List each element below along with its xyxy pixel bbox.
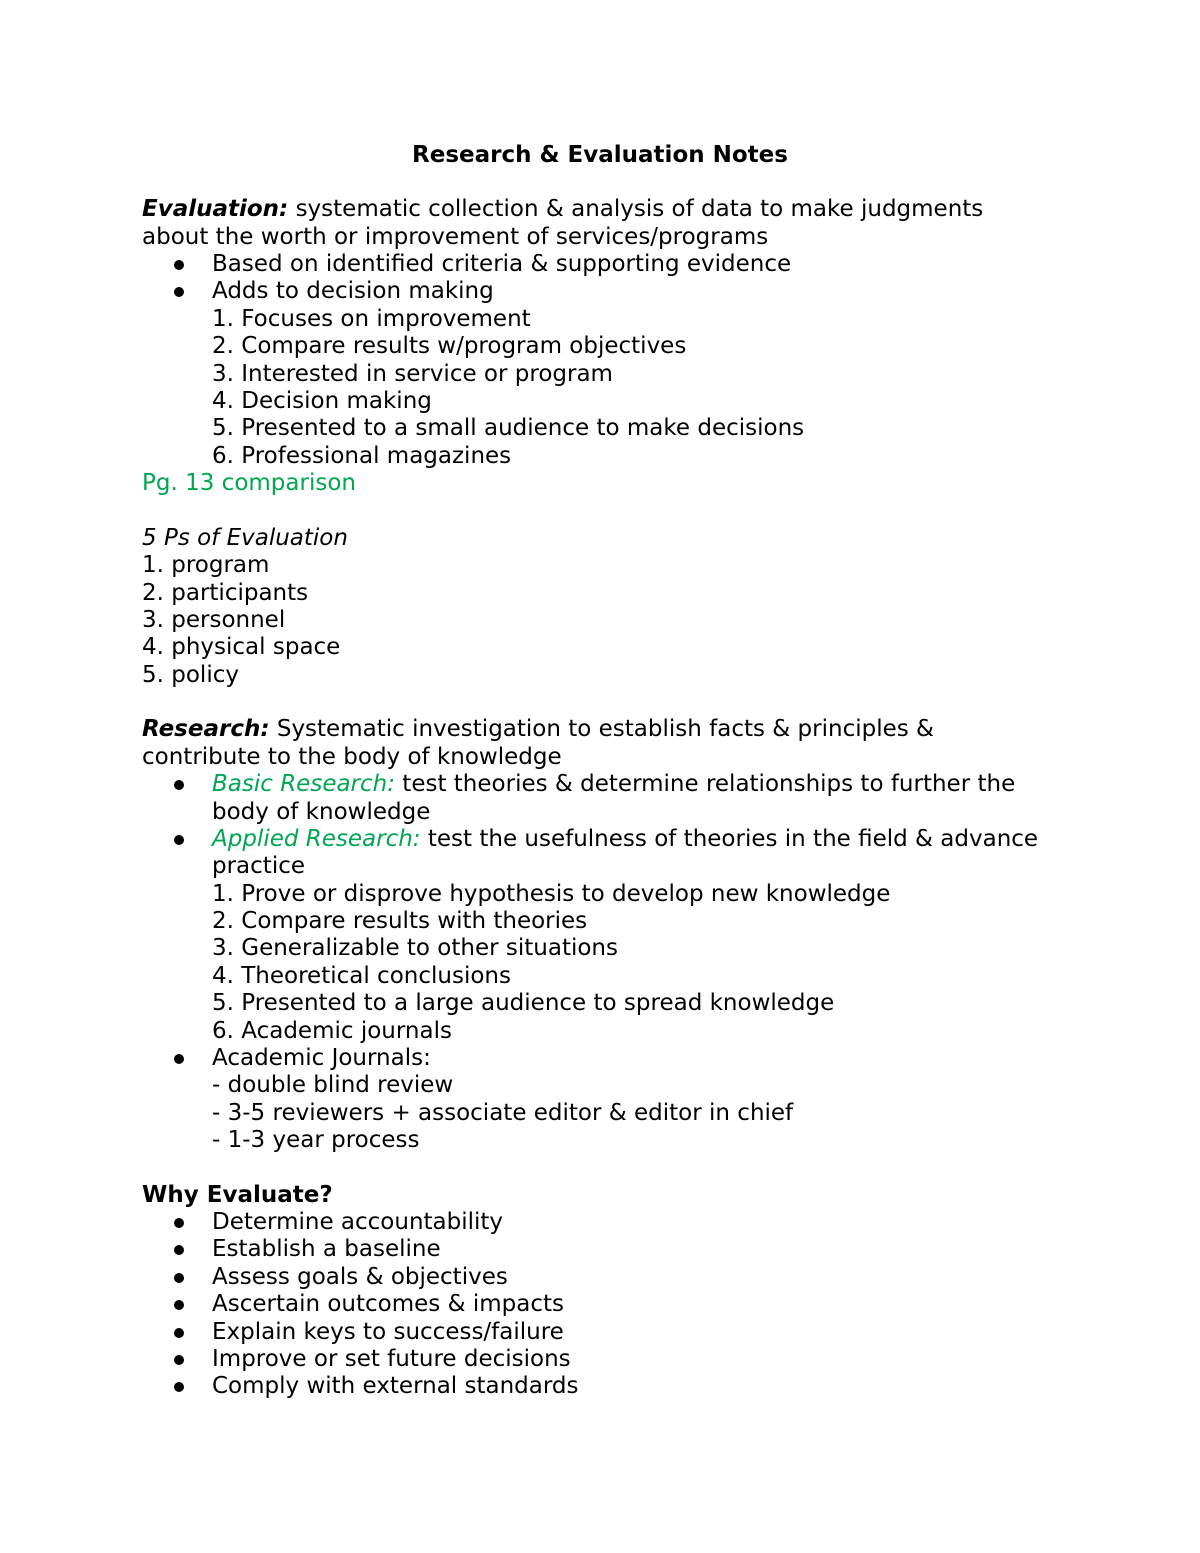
five-ps-heading: 5 Ps of Evaluation — [142, 525, 348, 551]
list-item: Improve or set future decisions — [212, 1346, 571, 1372]
bullet-icon — [174, 260, 184, 270]
list-item: Explain keys to success/failure — [212, 1319, 564, 1345]
dash-item: - 1-3 year process — [212, 1127, 420, 1153]
basic-research-item — [212, 770, 1015, 798]
list-item: Adds to decision making — [212, 278, 494, 304]
bullet-icon — [174, 1300, 184, 1310]
applied-research-item — [212, 825, 1038, 853]
list-item: Comply with external standards — [212, 1373, 579, 1399]
bullet-icon — [174, 1054, 184, 1064]
numbered-item: 6. Professional magazines — [212, 443, 512, 469]
applied-research-continued: practice — [212, 853, 305, 879]
numbered-item: 1. program — [142, 552, 270, 578]
evaluation-definition-text: systematic collection & analysis of data to make judgments — [288, 196, 984, 222]
why-evaluate-heading: Why Evaluate? — [142, 1182, 333, 1208]
academic-journals-label: Academic Journals: — [212, 1045, 431, 1071]
bullet-icon — [174, 780, 184, 790]
numbered-item: 4. Theoretical conclusions — [212, 963, 511, 989]
list-item: Establish a baseline — [212, 1236, 441, 1262]
evaluation-term: Evaluation: — [142, 196, 289, 222]
list-item: Based on identified criteria & supporting evidence — [212, 251, 792, 277]
numbered-item: 3. Generalizable to other situations — [212, 935, 618, 961]
numbered-item: 2. Compare results w/program objectives — [212, 333, 687, 359]
dash-item: - 3-5 reviewers + associate editor & editor in chief — [212, 1100, 794, 1126]
numbered-item: 3. Interested in service or program — [212, 361, 613, 387]
numbered-item: 2. participants — [142, 580, 309, 606]
numbered-item: 5. Presented to a small audience to make decisions — [212, 415, 805, 441]
numbered-item: 6. Academic journals — [212, 1018, 452, 1044]
bullet-icon — [174, 1355, 184, 1365]
applied-research-text: test the usefulness of theories in the field & advance — [420, 826, 1039, 852]
numbered-item: 5. policy — [142, 662, 239, 688]
page-reference: Pg. 13 comparison — [142, 470, 356, 496]
basic-research-text: test theories & determine relationships to further the — [395, 771, 1016, 797]
numbered-item: 1. Prove or disprove hypothesis to develop new knowledge — [212, 881, 891, 907]
research-definition — [142, 715, 934, 743]
bullet-icon — [174, 835, 184, 845]
numbered-item: 1. Focuses on improvement — [212, 306, 531, 332]
page-title: Research & Evaluation Notes — [412, 142, 788, 168]
bullet-icon — [174, 287, 184, 297]
basic-research-continued: body of knowledge — [212, 799, 431, 825]
list-item: Assess goals & objectives — [212, 1264, 508, 1290]
numbered-item: 3. personnel — [142, 607, 286, 633]
research-definition-text: Systematic investigation to establish facts & principles & — [269, 716, 934, 742]
dash-item: - double blind review — [212, 1072, 454, 1098]
research-definition-continued: contribute to the body of knowledge — [142, 744, 562, 770]
numbered-item: 2. Compare results with theories — [212, 908, 588, 934]
numbered-item: 4. Decision making — [212, 388, 432, 414]
list-item: Ascertain outcomes & impacts — [212, 1291, 564, 1317]
list-item: Determine accountability — [212, 1209, 504, 1235]
applied-research-term: Applied Research: — [212, 826, 421, 852]
numbered-item: 4. physical space — [142, 634, 341, 660]
evaluation-definition — [142, 195, 983, 223]
bullet-icon — [174, 1218, 184, 1228]
research-term: Research: — [142, 716, 270, 742]
bullet-icon — [174, 1245, 184, 1255]
evaluation-definition-continued: about the worth or improvement of services/programs — [142, 224, 769, 250]
bullet-icon — [174, 1382, 184, 1392]
numbered-item: 5. Presented to a large audience to spread knowledge — [212, 990, 835, 1016]
bullet-icon — [174, 1273, 184, 1283]
bullet-icon — [174, 1328, 184, 1338]
basic-research-term: Basic Research: — [212, 771, 395, 797]
